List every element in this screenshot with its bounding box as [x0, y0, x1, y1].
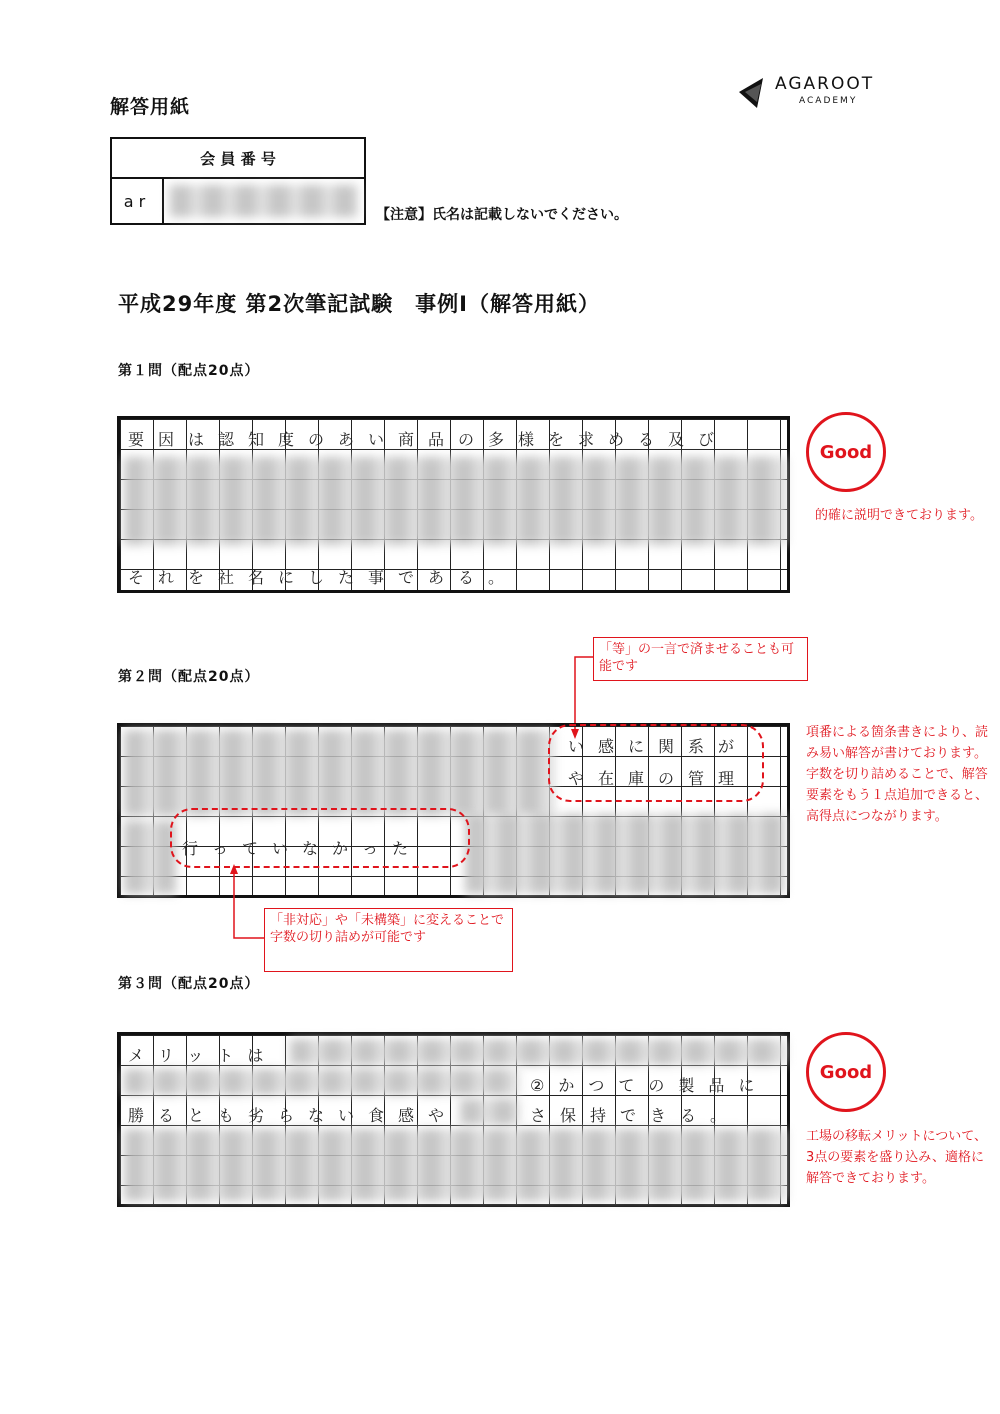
question-1-comment: 的確に説明できております。 — [815, 508, 983, 523]
member-number-label: 会 員 番 号 — [112, 139, 364, 179]
question-2-title: 第２問（配点20点） — [118, 669, 260, 685]
redacted-answer — [460, 1099, 520, 1125]
redacted-answer — [124, 1129, 786, 1201]
highlight-cloud — [548, 724, 764, 802]
exam-title: 平成29年度 第2次筆記試験 事例Ⅰ（解答用紙） — [118, 292, 600, 316]
question-2-answer-line-c: 行っていなかった — [182, 839, 423, 858]
question-3-answer-line-b: ②かつての製品に — [530, 1076, 769, 1095]
question-1-title: 第１問（配点20点） — [118, 363, 260, 379]
question-2-answer-line-a: い感に関系が — [568, 737, 749, 756]
good-badge: Good — [806, 1032, 886, 1112]
redacted-answer — [465, 814, 785, 894]
redacted-answer — [124, 457, 786, 545]
question-2-answer-line-b: や在庫の管理 — [568, 769, 749, 788]
redacted-answer — [290, 1039, 786, 1065]
question-1-answer-line-1: 要因は認知度のあい商品の多様を求める及び — [128, 430, 729, 449]
question-3-answer-line-c: 勝るとも劣らない食感や — [128, 1106, 459, 1125]
redacted-answer — [124, 1069, 519, 1095]
redacted-answer — [124, 730, 554, 816]
logo-sub: ACADEMY — [799, 96, 858, 106]
question-3-answer-line-d: さ保持できる。 — [530, 1106, 741, 1125]
question-3-title: 第３問（配点20点） — [118, 976, 260, 992]
logo-name: AGAROOT — [775, 74, 875, 94]
name-notice: 【注意】氏名は記載しないでください。 — [376, 207, 628, 223]
callout-bottom: 「非対応」や「未構築」に変えることで字数の切り詰めが可能です — [264, 908, 513, 972]
question-1-answer-line-last: それを社名にした事である。 — [128, 568, 519, 587]
question-3-comment: 工場の移転メリットについて、3点の要素を盛り込み、適格に解答できております。 — [806, 1129, 987, 1186]
logo-mark-icon — [735, 72, 775, 112]
question-1-answer-grid — [117, 416, 790, 593]
highlight-cloud — [170, 808, 470, 868]
callout-top: 「等」の一言で済ませることも可能です — [593, 637, 808, 681]
member-number-box — [110, 137, 366, 225]
redacted-member-number — [170, 185, 358, 217]
good-badge: Good — [806, 412, 886, 492]
answer-sheet-label: 解答用紙 — [110, 96, 191, 118]
agaroot-logo — [735, 72, 895, 114]
question-3-answer-line-a: メリットは — [128, 1046, 278, 1065]
question-2-comment: 項番による箇条書きにより、読み易い解答が書けております。 字数を切り詰めることで、解答要素をもう１点追加できると、高得点につながります。 — [806, 725, 989, 824]
redacted-answer — [124, 821, 176, 894]
question-3-answer-grid — [117, 1032, 790, 1207]
member-number-prefix: ar — [112, 179, 164, 223]
callout-bottom-arrow-icon — [228, 862, 268, 942]
